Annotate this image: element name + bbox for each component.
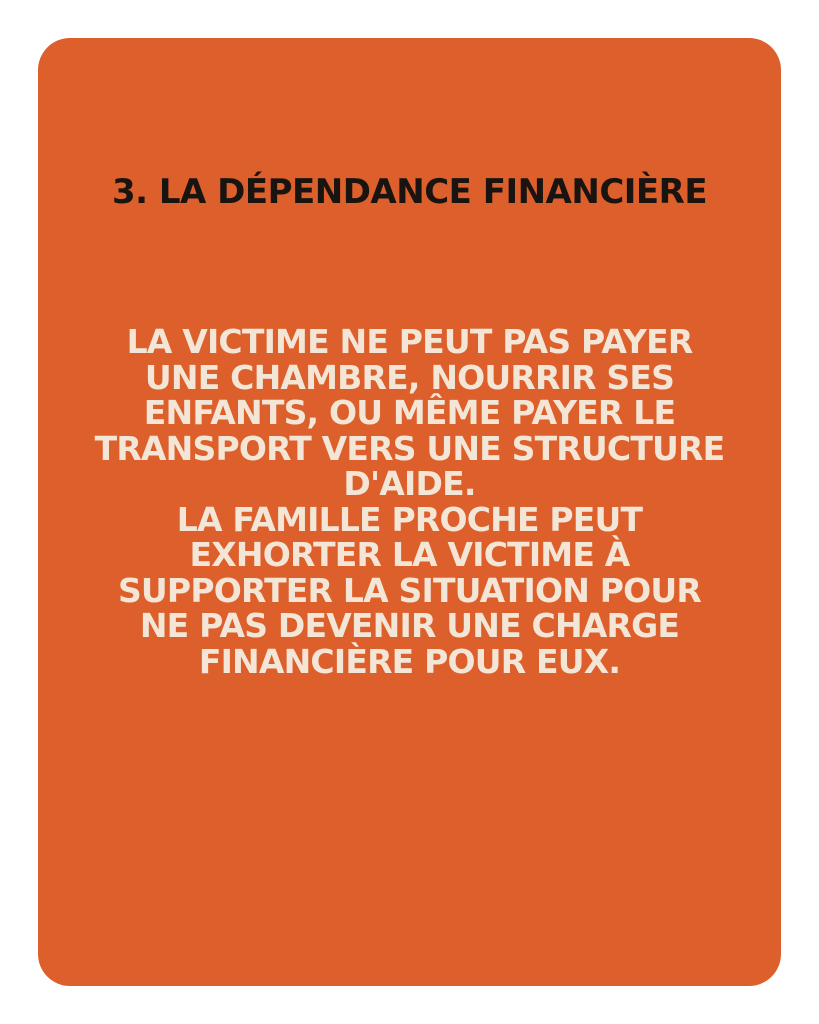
card-title: 3. LA DÉPENDANCE FINANCIÈRE: [111, 172, 708, 212]
card-body: [58, 324, 761, 679]
body-line: D'AIDE.: [343, 464, 476, 503]
body-line: FINANCIÈRE POUR EUX.: [198, 641, 621, 681]
body-line: LA VICTIME NE PEUT PAS PAYER: [126, 322, 693, 361]
body-line: SUPPORTER LA SITUATION POUR: [117, 570, 702, 610]
body-line: ENFANTS, OU MÊME PAYER LE: [143, 393, 676, 432]
body-line: LA FAMILLE PROCHE PEUT: [176, 499, 643, 539]
body-line: EXHORTER LA VICTIME À: [189, 535, 630, 574]
body-line: TRANSPORT VERS UNE STRUCTURE: [94, 428, 725, 468]
body-line: NE PAS DEVENIR UNE CHARGE: [139, 606, 680, 645]
info-card: [38, 38, 781, 986]
body-line: UNE CHAMBRE, NOURRIR SES: [144, 357, 675, 397]
